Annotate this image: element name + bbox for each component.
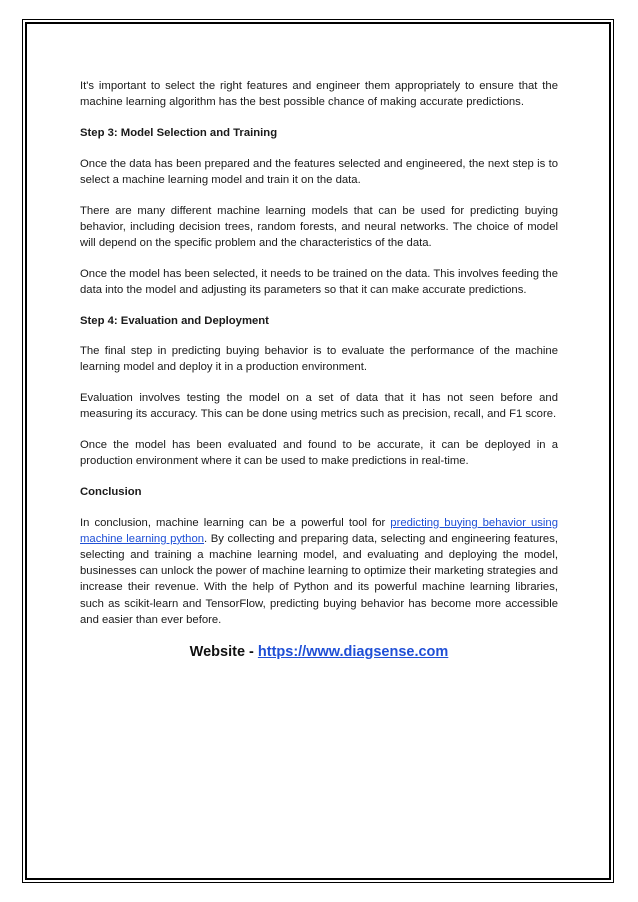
paragraph-training: Once the model has been selected, it needs to be trained on the data. This involves feeding the data into the model and adjusting its parameters so that it can make accurate predictions. <box>80 267 558 296</box>
paragraph-model-selection: Once the data has been prepared and the features selected and engineered, the next step is to select a machine learning model and train it on the data. <box>80 157 558 186</box>
paragraph-deployment: Once the model has been evaluated and found to be accurate, it can be deployed in a production environment where it can be used to make predictions in real-time. <box>80 439 558 468</box>
paragraph-conclusion <box>80 515 558 628</box>
paragraph-evaluation-metrics: Evaluation involves testing the model on a set of data that it has not seen before and measuring its accuracy. This can be done using metrics such as precision, recall, and F1 score. <box>80 392 558 421</box>
paragraph-evaluation-intro: The final step in predicting buying behavior is to evaluate the performance of the machine learning model and deploy it in a production environment. <box>80 345 558 374</box>
step4-heading: Step 4: Evaluation and Deployment <box>80 314 269 327</box>
conclusion-text-start: In conclusion, machine learning can be a powerful tool for <box>80 516 391 529</box>
document-body <box>80 78 558 661</box>
website-line <box>80 643 558 661</box>
website-link[interactable]: https://www.diagsense.com <box>257 643 449 660</box>
website-label: Website - <box>189 643 258 660</box>
conclusion-link[interactable]: predicting buying behavior using machine learning python <box>80 516 558 545</box>
paragraph-features: It's important to select the right features and engineer them appropriately to ensure that the machine learning algorithm has the best possible chance of making accurate predictions. <box>80 80 558 109</box>
step3-heading: Step 3: Model Selection and Training <box>80 126 278 139</box>
conclusion-heading: Conclusion <box>80 485 142 498</box>
page-border <box>25 22 611 880</box>
paragraph-model-types: There are many different machine learning models that can be used for predicting buying behavior, including decision trees, random forests, and neural networks. The choice of model will depend on the specific problem and the characteristics of the data. <box>80 204 558 249</box>
conclusion-text-end: . By collecting and preparing data, selecting and engineering features, selecting and training a machine learning model, and evaluating and deploying the model, businesses can unlock the power of machine learning to optimize their marketing strategies and increase their revenue. With the help of Python and its powerful machine learning libraries, such as scikit-learn and TensorFlow, predicting buying behavior has become more accessible and easier than ever before. <box>80 532 559 626</box>
